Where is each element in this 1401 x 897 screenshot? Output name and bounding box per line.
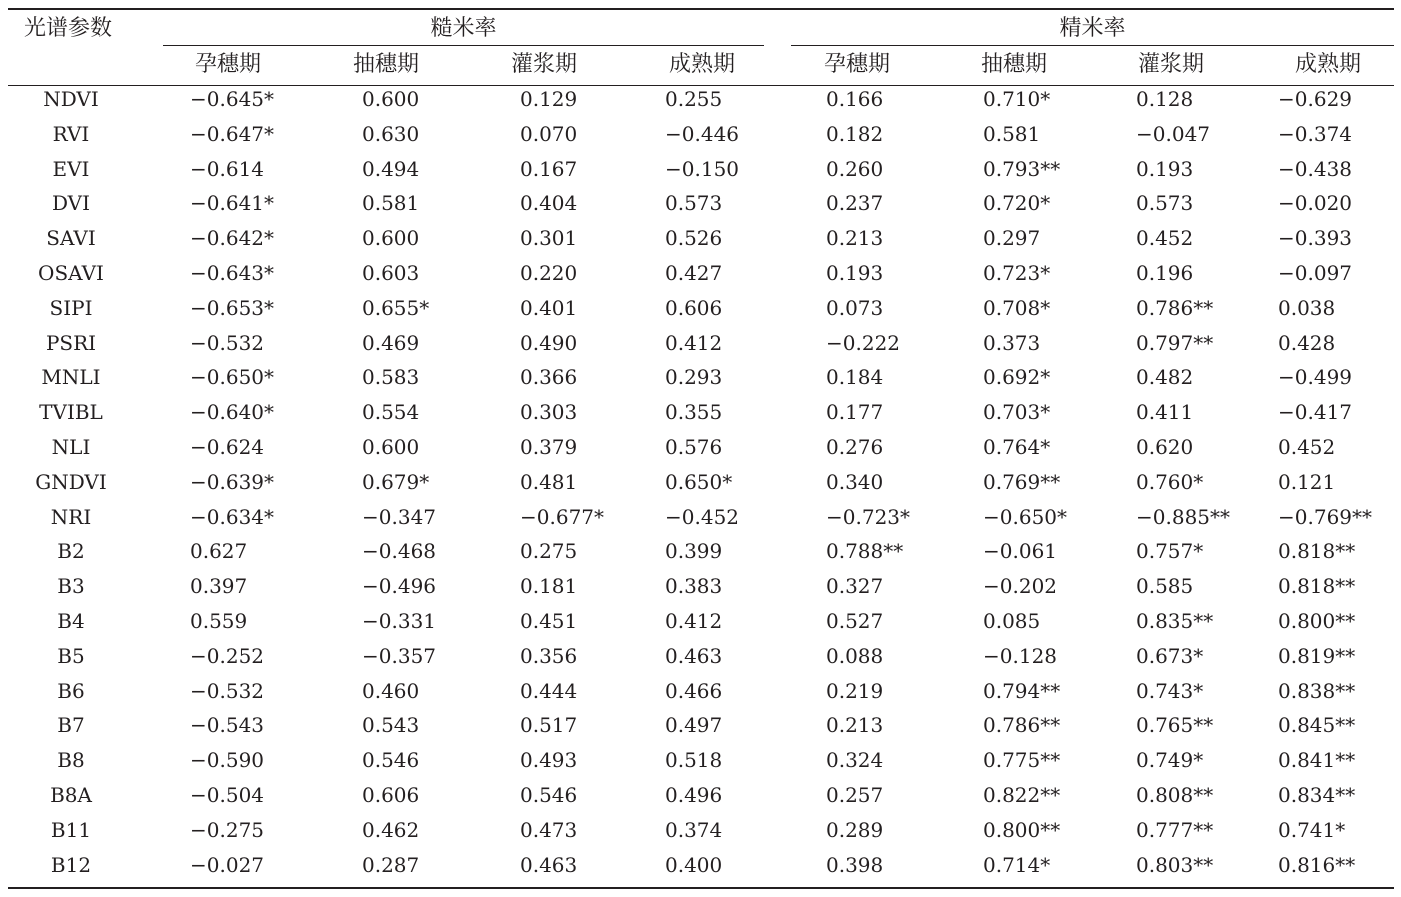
table-cell: −0.097 <box>1278 261 1353 285</box>
table-cell: 0.600 <box>362 435 420 459</box>
table-cell: 0.493 <box>520 748 578 773</box>
table-cell: −0.020 <box>1278 191 1353 216</box>
table-cell: 0.788** <box>826 539 904 564</box>
table-cell: 0.482 <box>1136 365 1194 390</box>
row-param-label: GNDVI <box>35 469 107 494</box>
table-cell: 0.723* <box>983 261 1051 285</box>
table-cell: −0.417 <box>1278 400 1353 425</box>
table-cell: 0.603 <box>362 261 420 285</box>
table-cell: 0.373 <box>983 330 1041 355</box>
table-cell: 0.121 <box>1278 469 1336 494</box>
table-cell: 0.741* <box>1278 817 1346 842</box>
table-cell: −0.061 <box>983 539 1058 564</box>
table-cell: 0.401 <box>520 295 578 320</box>
table-cell: 0.679* <box>362 469 430 494</box>
table-cell: 0.379 <box>520 435 578 459</box>
table-cell: 0.573 <box>665 191 723 216</box>
table-cell: 0.177 <box>826 400 884 425</box>
table-cell: 0.297 <box>983 226 1041 251</box>
table-cell: 0.743* <box>1136 678 1204 703</box>
table-cell: 0.546 <box>362 748 420 773</box>
row-param-label: B6 <box>57 678 85 703</box>
table-cell: −0.543 <box>190 713 265 738</box>
table-cell: 0.845** <box>1278 713 1356 738</box>
table-cell: 0.166 <box>826 87 884 111</box>
table-cell: 0.786** <box>1136 295 1214 320</box>
table-cell: 0.303 <box>520 400 578 425</box>
table-cell: −0.639* <box>190 469 275 494</box>
table-cell: 0.808** <box>1136 783 1214 807</box>
table-cell: 0.497 <box>665 713 723 738</box>
table-cell: −0.629 <box>1278 87 1353 111</box>
table-cell: 0.340 <box>826 469 884 494</box>
table-cell: 0.293 <box>665 365 723 390</box>
table-cell: 0.289 <box>826 817 884 842</box>
table-cell: 0.581 <box>362 191 420 216</box>
table-cell: 0.749* <box>1136 748 1204 773</box>
table-cell: 0.720* <box>983 191 1051 216</box>
stage-header-milled-3: 成熟期 <box>1294 52 1361 77</box>
table-cell: −0.723* <box>826 504 911 529</box>
table-cell: −0.653* <box>190 295 275 320</box>
table-cell: 0.073 <box>826 295 884 320</box>
table-cell: 0.673* <box>1136 643 1204 668</box>
table-cell: −0.374 <box>1278 121 1353 146</box>
group-title-brown-rice-rate: 糙米率 <box>430 16 497 41</box>
table-cell: −0.252 <box>190 643 265 668</box>
table-cell: −0.128 <box>983 643 1058 668</box>
table-cell: 0.600 <box>362 226 420 251</box>
group-title-milled-rice-rate: 精米率 <box>1059 16 1126 41</box>
table-cell: 0.526 <box>665 226 723 251</box>
table-cell: 0.469 <box>362 330 420 355</box>
table-cell: 0.822** <box>983 783 1061 807</box>
table-cell: 0.196 <box>1136 261 1194 285</box>
table-cell: −0.496 <box>362 574 437 599</box>
row-param-label: SIPI <box>49 295 93 320</box>
table-cell: 0.399 <box>665 539 723 564</box>
table-cell: 0.374 <box>665 817 723 842</box>
table-cell: −0.504 <box>190 783 265 807</box>
table-cell: 0.703* <box>983 400 1051 425</box>
table-cell: 0.460 <box>362 678 420 703</box>
table-cell: 0.627 <box>190 539 248 564</box>
table-cell: 0.606 <box>665 295 723 320</box>
row-param-label: OSAVI <box>38 261 104 285</box>
table-cell: 0.650* <box>665 469 733 494</box>
table-cell: −0.640* <box>190 400 275 425</box>
table-cell: −0.499 <box>1278 365 1353 390</box>
table-cell: 0.400 <box>665 852 723 877</box>
table-cell: −0.642* <box>190 226 275 251</box>
table-cell: −0.650* <box>983 504 1068 529</box>
table-cell: 0.184 <box>826 365 884 390</box>
stage-header-milled-1: 抽穗期 <box>980 52 1047 77</box>
table-cell: 0.473 <box>520 817 578 842</box>
table-cell: 0.452 <box>1136 226 1194 251</box>
table-cell: −0.641* <box>190 191 275 216</box>
table-cell: −0.647* <box>190 121 275 146</box>
table-cell: 0.546 <box>520 783 578 807</box>
table-cell: 0.797** <box>1136 330 1214 355</box>
table-cell: 0.775** <box>983 748 1061 773</box>
table-cell: 0.463 <box>520 852 578 877</box>
table-cell: 0.356 <box>520 643 578 668</box>
table-cell: −0.347 <box>362 504 437 529</box>
table-cell: 0.559 <box>190 609 248 633</box>
row-param-label: TVIBL <box>39 400 103 425</box>
table-cell: 0.777** <box>1136 817 1214 842</box>
table-cell: 0.764* <box>983 435 1051 459</box>
table-cell: −0.027 <box>190 852 265 877</box>
row-param-label: RVI <box>52 121 90 146</box>
table-cell: 0.786** <box>983 713 1061 738</box>
table-cell: 0.452 <box>1278 435 1336 459</box>
table-cell: 0.463 <box>665 643 723 668</box>
row-param-label: NRI <box>50 504 92 529</box>
row-param-label: EVI <box>52 156 90 181</box>
table-cell: 0.692* <box>983 365 1051 390</box>
table-cell: 0.481 <box>520 469 578 494</box>
table-cell: 0.398 <box>826 852 884 877</box>
table-top-rule <box>8 8 1394 10</box>
table-cell: 0.835** <box>1136 609 1214 633</box>
table-cell: 0.793** <box>983 156 1061 181</box>
table-cell: 0.576 <box>665 435 723 459</box>
table-cell: 0.606 <box>362 783 420 807</box>
table-cell: −0.202 <box>983 574 1058 599</box>
table-cell: 0.427 <box>665 261 723 285</box>
table-cell: −0.590 <box>190 748 265 773</box>
table-cell: 0.816** <box>1278 852 1356 877</box>
table-cell: 0.181 <box>520 574 578 599</box>
table-cell: 0.760* <box>1136 469 1204 494</box>
table-cell: 0.366 <box>520 365 578 390</box>
row-param-label: PSRI <box>45 330 97 355</box>
table-cell: −0.532 <box>190 678 265 703</box>
table-cell: 0.494 <box>362 156 420 181</box>
table-cell: 0.383 <box>665 574 723 599</box>
table-cell: −0.357 <box>362 643 437 668</box>
table-cell: 0.757* <box>1136 539 1204 564</box>
table-cell: 0.585 <box>1136 574 1194 599</box>
table-cell: 0.327 <box>826 574 884 599</box>
table-cell: −0.643* <box>190 261 275 285</box>
table-cell: 0.466 <box>665 678 723 703</box>
table-cell: 0.517 <box>520 713 578 738</box>
table-cell: 0.255 <box>665 87 723 111</box>
row-param-label: NDVI <box>43 87 99 111</box>
table-cell: 0.803** <box>1136 852 1214 877</box>
table-cell: 0.708* <box>983 295 1051 320</box>
table-cell: 0.543 <box>362 713 420 738</box>
row-param-label: DVI <box>51 191 91 216</box>
row-param-label: B5 <box>57 643 85 668</box>
table-cell: 0.404 <box>520 191 578 216</box>
table-cell: −0.677* <box>520 504 605 529</box>
table-cell: −0.150 <box>665 156 740 181</box>
table-cell: 0.193 <box>826 261 884 285</box>
group-rule-milled-rice-rate <box>791 45 1394 46</box>
table-cell: 0.167 <box>520 156 578 181</box>
table-cell: −0.624 <box>190 435 265 459</box>
table-cell: −0.769** <box>1278 504 1373 529</box>
row-param-label: B3 <box>57 574 85 599</box>
table-cell: 0.714* <box>983 852 1051 877</box>
table-cell: −0.393 <box>1278 226 1353 251</box>
table-cell: 0.275 <box>520 539 578 564</box>
stage-header-brown-1: 抽穗期 <box>352 52 419 77</box>
table-cell: 0.655* <box>362 295 430 320</box>
stage-header-milled-2: 灌浆期 <box>1137 52 1204 77</box>
table-cell: 0.818** <box>1278 539 1356 564</box>
table-cell: −0.634* <box>190 504 275 529</box>
row-param-label: B8A <box>50 783 92 807</box>
table-cell: 0.620 <box>1136 435 1194 459</box>
row-param-label: B7 <box>57 713 85 738</box>
table-cell: 0.260 <box>826 156 884 181</box>
table-cell: −0.885** <box>1136 504 1231 529</box>
table-cell: 0.412 <box>665 609 723 633</box>
table-cell: 0.428 <box>1278 330 1336 355</box>
table-cell: 0.800** <box>983 817 1061 842</box>
table-cell: −0.047 <box>1136 121 1211 146</box>
table-cell: 0.038 <box>1278 295 1336 320</box>
table-cell: 0.444 <box>520 678 578 703</box>
stage-header-milled-0: 孕穗期 <box>823 52 890 77</box>
table-header-rule <box>8 85 1394 86</box>
table-cell: 0.182 <box>826 121 884 146</box>
stage-header-brown-0: 孕穗期 <box>194 52 261 77</box>
row-param-label: B8 <box>57 748 85 773</box>
table-cell: −0.331 <box>362 609 437 633</box>
stage-header-brown-2: 灌浆期 <box>510 52 577 77</box>
table-cell: 0.085 <box>983 609 1041 633</box>
table-cell: 0.573 <box>1136 191 1194 216</box>
table-cell: 0.287 <box>362 852 420 877</box>
table-cell: 0.219 <box>826 678 884 703</box>
table-cell: 0.527 <box>826 609 884 633</box>
table-cell: 0.581 <box>983 121 1041 146</box>
row-param-label: NLI <box>51 435 91 459</box>
table-cell: 0.819** <box>1278 643 1356 668</box>
table-cell: 0.257 <box>826 783 884 807</box>
table-cell: 0.237 <box>826 191 884 216</box>
row-param-label: B11 <box>50 817 92 842</box>
table-cell: 0.324 <box>826 748 884 773</box>
table-cell: 0.818** <box>1278 574 1356 599</box>
table-cell: −0.446 <box>665 121 740 146</box>
table-cell: 0.554 <box>362 400 420 425</box>
row-param-label: MNLI <box>41 365 101 390</box>
table-bottom-rule <box>8 887 1394 889</box>
table-cell: 0.462 <box>362 817 420 842</box>
table-cell: 0.220 <box>520 261 578 285</box>
table-cell: 0.710* <box>983 87 1051 111</box>
table-cell: 0.769** <box>983 469 1061 494</box>
row-param-label: B4 <box>57 609 85 633</box>
table-cell: 0.276 <box>826 435 884 459</box>
table-cell: 0.518 <box>665 748 723 773</box>
table-cell: 0.301 <box>520 226 578 251</box>
table-cell: −0.438 <box>1278 156 1353 181</box>
table-cell: 0.838** <box>1278 678 1356 703</box>
table-cell: 0.213 <box>826 226 884 251</box>
table-cell: 0.630 <box>362 121 420 146</box>
table-cell: 0.088 <box>826 643 884 668</box>
table-cell: −0.645* <box>190 87 275 111</box>
table-cell: 0.834** <box>1278 783 1356 807</box>
table-cell: 0.129 <box>520 87 578 111</box>
table-cell: 0.600 <box>362 87 420 111</box>
table-cell: −0.275 <box>190 817 265 842</box>
table-cell: 0.128 <box>1136 87 1194 111</box>
table-cell: 0.800** <box>1278 609 1356 633</box>
group-rule-brown-rice-rate <box>163 45 764 46</box>
table-cell: −0.532 <box>190 330 265 355</box>
table-cell: −0.452 <box>665 504 740 529</box>
table-cell: 0.397 <box>190 574 248 599</box>
table-cell: 0.411 <box>1136 400 1194 425</box>
table-cell: 0.794** <box>983 678 1061 703</box>
table-cell: 0.451 <box>520 609 578 633</box>
row-header-label: 光谱参数 <box>24 16 113 41</box>
table-cell: 0.070 <box>520 121 578 146</box>
row-param-label: SAVI <box>46 226 96 251</box>
table-cell: −0.468 <box>362 539 437 564</box>
table-cell: 0.841** <box>1278 748 1356 773</box>
row-param-label: B2 <box>57 539 85 564</box>
table-cell: 0.213 <box>826 713 884 738</box>
table-cell: 0.583 <box>362 365 420 390</box>
table-cell: 0.412 <box>665 330 723 355</box>
row-param-label: B12 <box>50 852 92 877</box>
stage-header-brown-3: 成熟期 <box>668 52 735 77</box>
table-cell: −0.222 <box>826 330 901 355</box>
table-cell: 0.490 <box>520 330 578 355</box>
table-cell: 0.496 <box>665 783 723 807</box>
table-cell: 0.193 <box>1136 156 1194 181</box>
table-cell: −0.650* <box>190 365 275 390</box>
table-cell: 0.765** <box>1136 713 1214 738</box>
table-cell: 0.355 <box>665 400 723 425</box>
table-cell: −0.614 <box>190 156 265 181</box>
